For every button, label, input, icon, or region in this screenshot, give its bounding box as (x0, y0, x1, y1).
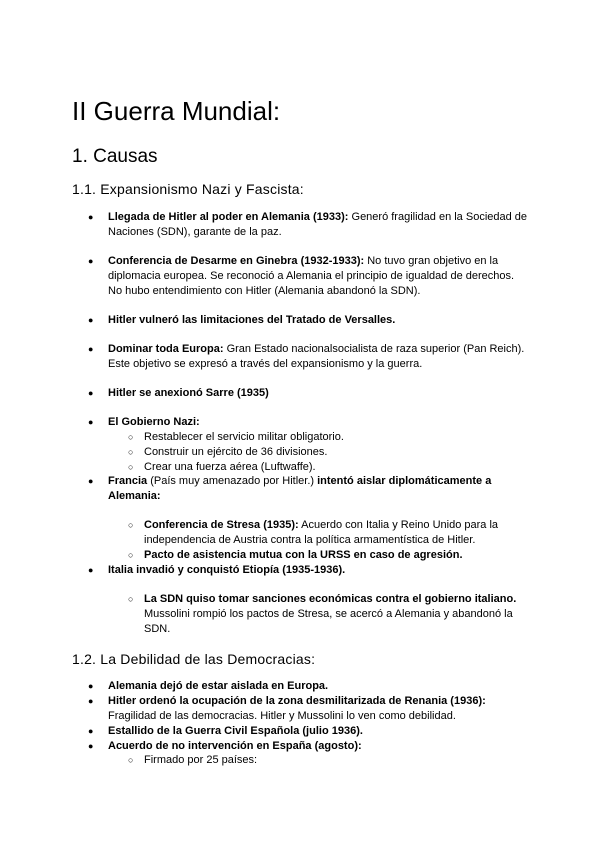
sub-list-item (128, 460, 528, 475)
list-item (88, 415, 528, 430)
list-item (88, 563, 528, 578)
bullet-icon: ● (88, 315, 94, 325)
list-item (88, 210, 528, 240)
bullet-icon: ● (88, 344, 94, 354)
sub-bullet-icon: ○ (128, 462, 134, 472)
item-bold: intentó aislar diplomáticamente a Alemania: (108, 475, 492, 502)
sub-bullet-icon: ○ (128, 594, 134, 604)
sub-bullet-icon: ○ (128, 520, 134, 530)
item-text: Mussolini rompió los pactos de Stresa, se acercó a Alemania y abandonó la SDN. (144, 608, 513, 635)
item-text: Restablecer el servicio militar obligatorio. (144, 431, 344, 443)
bullet-icon: ● (88, 696, 94, 706)
bullet-icon: ● (88, 726, 94, 736)
item-text: Fragilidad de las democracias. Hitler y Mussolini lo ven como debilidad. (108, 710, 456, 722)
bullet-icon: ● (88, 681, 94, 691)
list-item (88, 474, 528, 504)
sub-bullet-icon: ○ (128, 550, 134, 560)
item-bold: Llegada de Hitler al poder en Alemania (1933): (108, 211, 349, 223)
subsection-heading-1: 1.1. Expansionismo Nazi y Fascista: (72, 181, 304, 197)
item-bold: Acuerdo de no intervención en España (agosto): (108, 740, 362, 752)
bullet-icon: ● (88, 388, 94, 398)
bullet-icon: ● (88, 256, 94, 266)
bullet-icon: ● (88, 417, 94, 427)
item-bold: Italia invadió y conquistó Etiopía (1935-1936). (108, 564, 346, 576)
item-text: (País muy amenazado por Hitler.) (147, 475, 318, 487)
sub-list-item (128, 592, 528, 637)
item-bold: Pacto de asistencia mutua con la URSS en caso de agresión. (144, 549, 463, 561)
list-item (88, 342, 528, 372)
item-text: Crear una fuerza aérea (Luftwaffe). (144, 461, 316, 473)
section-heading: 1. Causas (72, 146, 158, 167)
bullet-icon: ● (88, 565, 94, 575)
sub-bullet-icon: ○ (128, 447, 134, 457)
item-bold: Estallido de la Guerra Civil Española (julio 1936). (108, 725, 363, 737)
bullet-icon: ● (88, 741, 94, 751)
list-item (88, 254, 528, 299)
sub-list-item (128, 548, 528, 563)
sub-list-item (128, 518, 528, 548)
list-item (88, 386, 528, 401)
item-text: Generó fragilidad en la Sociedad de Naciones (SDN), garante de la paz. (108, 211, 528, 238)
list-item (88, 739, 528, 754)
item-bold: Hitler ordenó la ocupación de la zona desmilitarizada de Renania (1936): (108, 695, 486, 707)
item-text: Gran Estado nacionalsocialista de raza superior (Pan Reich). Este objetivo se expresó a través del expansionismo y la guerra. (108, 343, 525, 370)
item-bold: La SDN quiso tomar sanciones económicas contra el gobierno italiano. (144, 593, 517, 605)
item-bold: Francia (108, 475, 148, 487)
sub-list-item (128, 445, 528, 460)
item-text: Construir un ejército de 36 divisiones. (144, 446, 328, 458)
item-bold: Hitler vulneró las limitaciones del Tratado de Versalles. (108, 314, 396, 326)
sub-bullet-icon: ○ (128, 755, 134, 765)
list-item (88, 313, 528, 328)
item-bold: Conferencia de Desarme en Ginebra (1932-1933): (108, 255, 365, 267)
document-title: II Guerra Mundial: (72, 96, 281, 126)
item-bold: Conferencia de Stresa (1935): (144, 519, 299, 531)
item-bold: Hitler se anexionó Sarre (1935) (108, 387, 269, 399)
bullet-icon: ● (88, 476, 94, 486)
list-item (88, 679, 528, 694)
item-text: Firmado por 25 países: (144, 754, 258, 766)
subsection-heading-2: 1.2. La Debilidad de las Democracias: (72, 651, 316, 667)
sub-bullet-icon: ○ (128, 432, 134, 442)
item-text: No tuvo gran objetivo en la diplomacia europea. Se reconoció a Alemania el principio de igualdad de derechos. No hubo entendimiento con Hitler (Alemania abandonó la SDN). (108, 255, 515, 297)
sub-list-item (128, 753, 528, 768)
item-text: Acuerdo con Italia y Reino Unido para la independencia de Austria contra la política armamentística de Hitler. (144, 519, 499, 546)
item-bold: El Gobierno Nazi: (108, 416, 200, 428)
item-bold: Dominar toda Europa: (108, 343, 224, 355)
sub-list-item (128, 430, 528, 445)
list-item (88, 694, 528, 724)
item-bold: Alemania dejó de estar aislada en Europa. (108, 680, 329, 692)
bullet-icon: ● (88, 212, 94, 222)
list-item (88, 724, 528, 739)
